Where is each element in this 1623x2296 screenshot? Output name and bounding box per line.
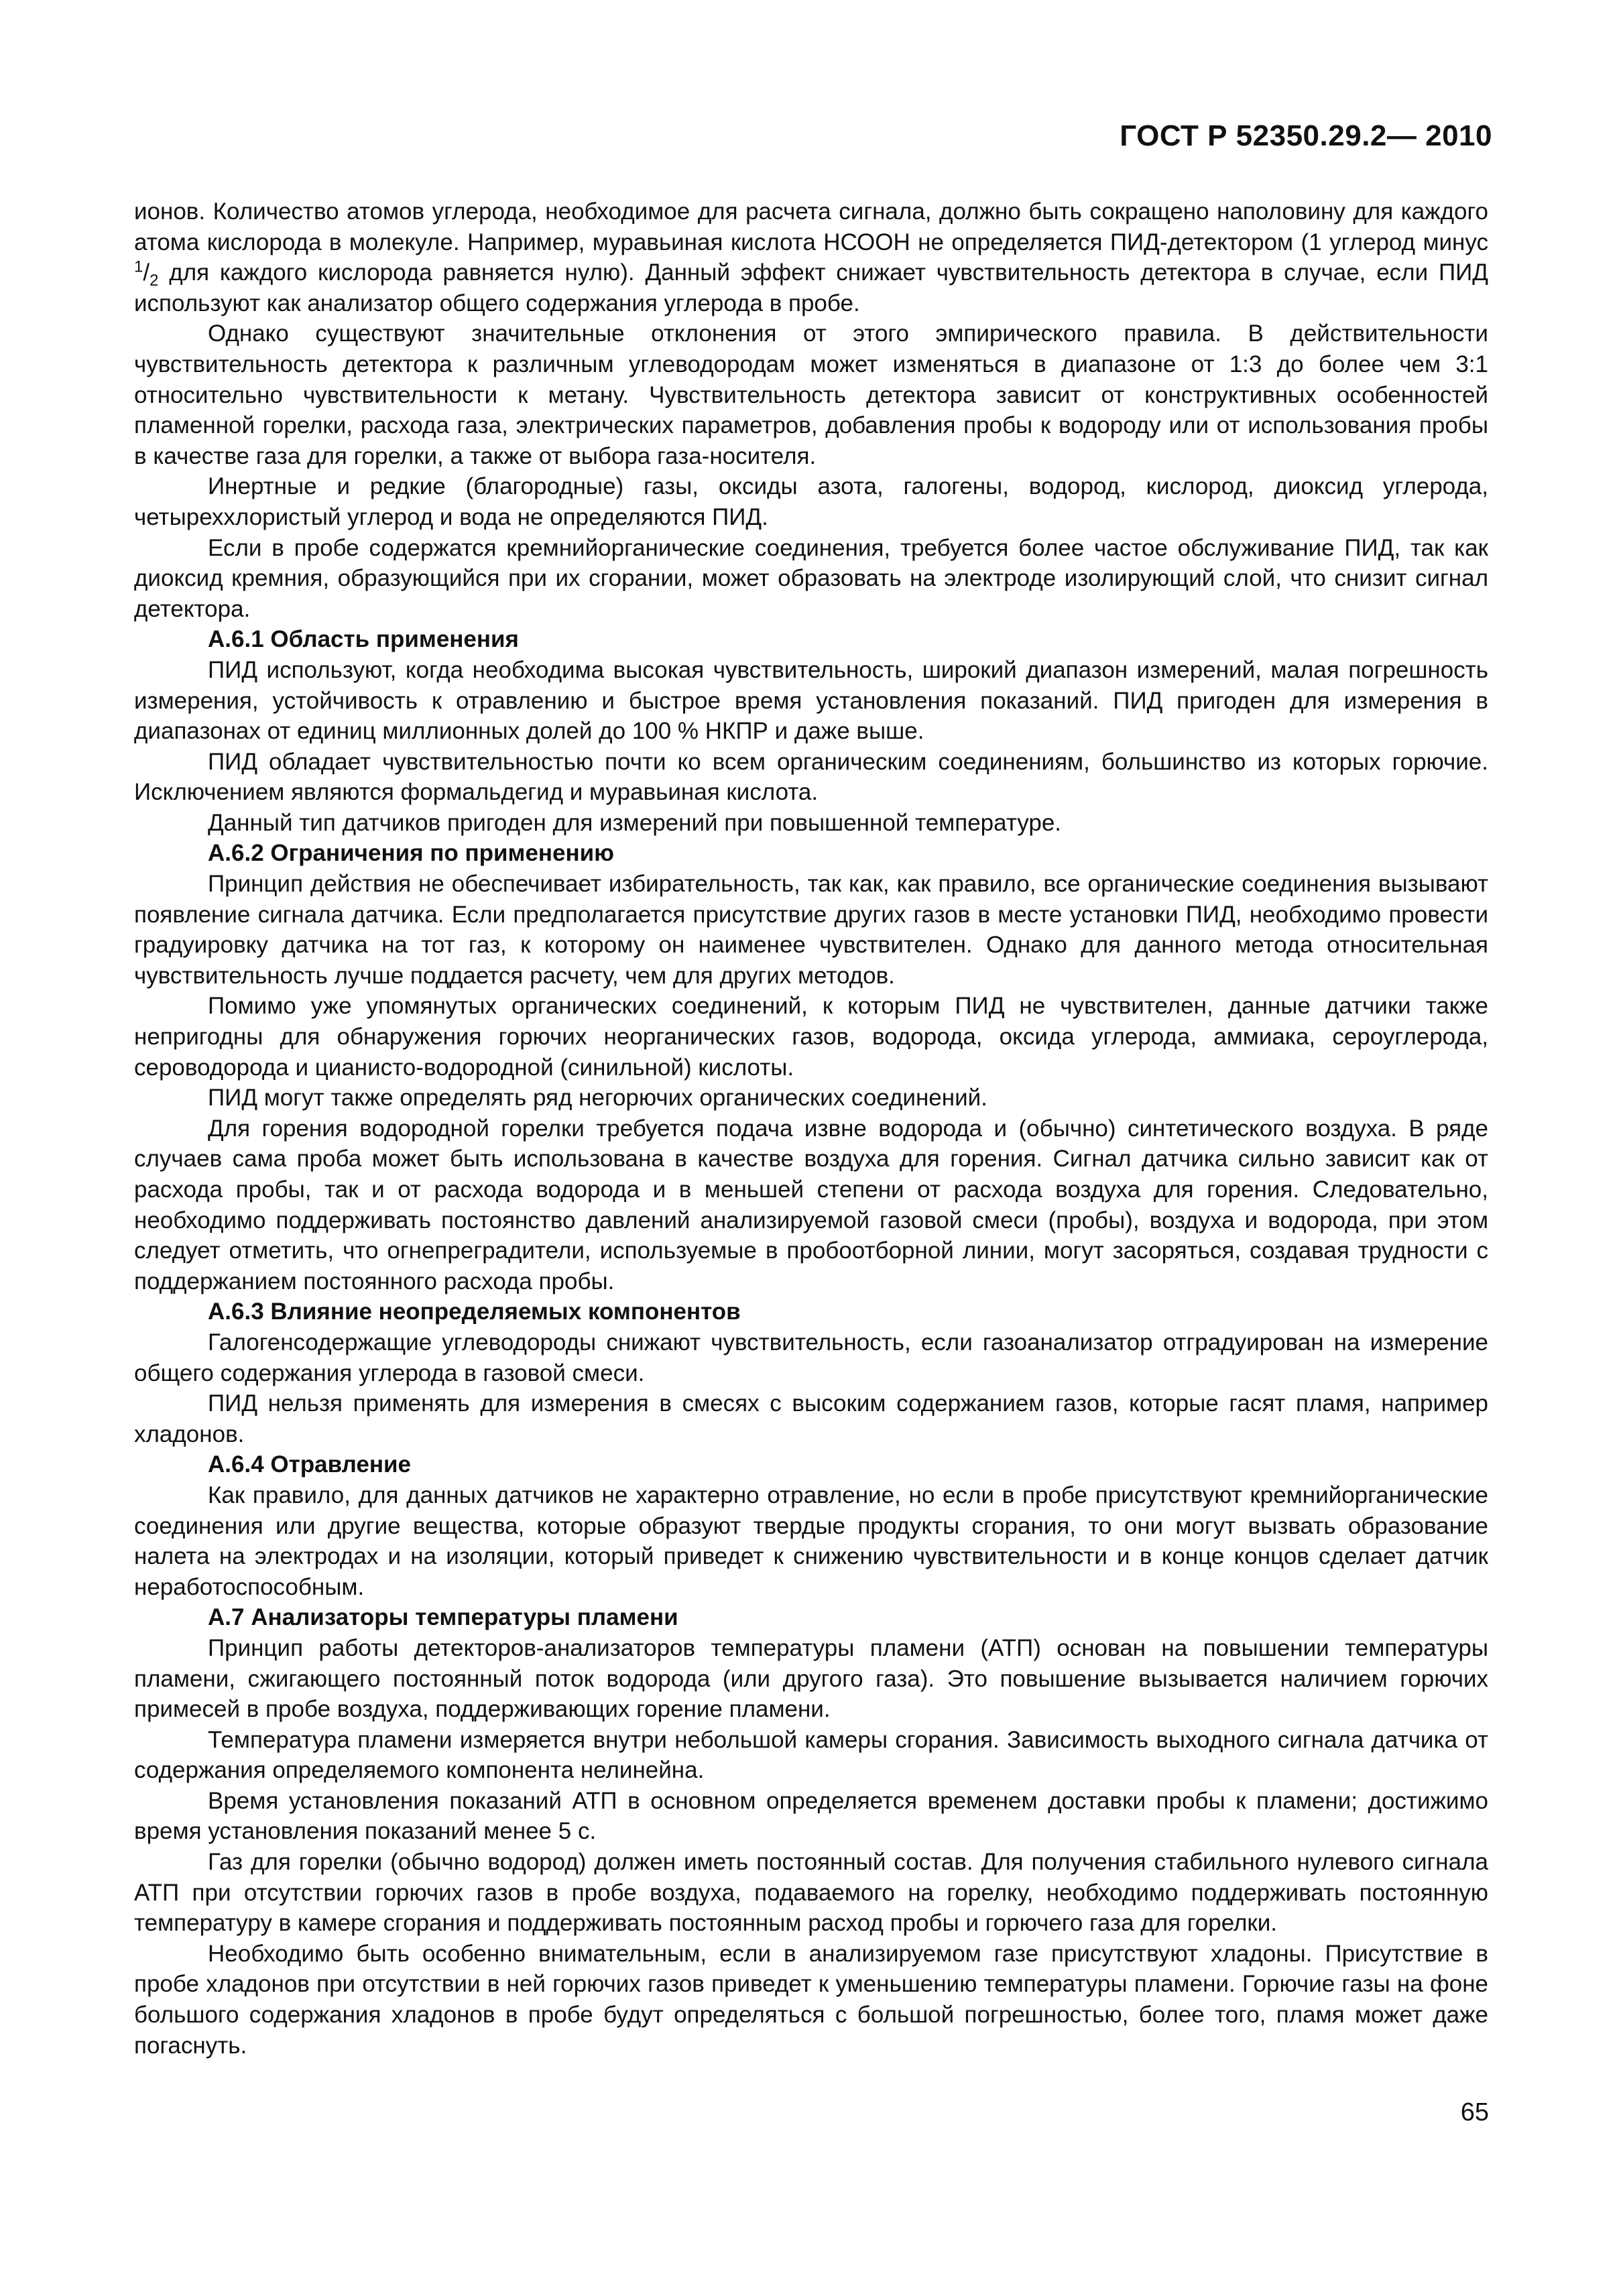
paragraph-continued <box>134 196 1488 318</box>
section-heading-a62: А.6.2 Ограничения по применению <box>208 840 615 867</box>
paragraph: Инертные и редкие (благородные) газы, оксиды азота, галогены, водород, кислород, диоксид углерода, четыреххлористый углерод и вода не определяются ПИД. <box>134 473 1488 530</box>
section-heading-a64: А.6.4 Отравление <box>208 1451 412 1478</box>
section-heading-a63: А.6.3 Влияние неопределяемых компонентов <box>208 1298 741 1325</box>
section-heading-a61: А.6.1 Область применения <box>208 626 519 653</box>
paragraph: Для горения водородной горелки требуется подача извне водорода и (обычно) синтетического воздуха. В ряде случаев сама проба может быть использована в качестве воздуха для горения. Сигнал датчика сильно зависит как от расхода пробы, так и от расхода водорода и в меньшей степени от расхода воздуха для горения. Следовательно, необходимо поддерживать постоянство давлений анализируемой газовой смеси (пробы), воздуха и водорода, при этом следует отметить, что огнепреградители, используемые в пробоотборной линии, могут засоряться, создавая трудности с поддержанием постоянного расхода пробы. <box>134 1115 1488 1294</box>
section-heading-a7: А.7 Анализаторы температуры пламени <box>208 1604 678 1631</box>
paragraph: Если в пробе содержатся кремнийорганические соединения, требуется более частое обслуживание ПИД, так как диоксид кремния, образующийся при их сгорании, может образовать на электроде изолирующий слой, что снизит сигнал детектора. <box>134 534 1488 622</box>
paragraph-text: для каждого кислорода равняется нулю). Данный эффект снижает чувствительность детектора в случае, если ПИД используют как анализатор общего содержания углерода в пробе. <box>134 259 1488 316</box>
paragraph: Газ для горелки (обычно водород) должен иметь постоянный состав. Для получения стабильного нулевого сигнала АТП при отсутствии горючих газов в пробе воздуха, подаваемого на горелку, необходимо поддерживать постоянную температуру в камере сгорания и поддерживать постоянным расход пробы и горючего газа для горелки. <box>134 1849 1488 1937</box>
paragraph: Необходимо быть особенно внимательным, если в анализируемом газе присутствуют хладоны. Присутствие в пробе хладонов при отсутствии в ней горючих газов приведет к уменьшению температуры пламени. Горючие газы на фоне большого содержания хладонов в пробе будут определяться с большой погрешностью, более того, пламя может даже погаснуть. <box>134 1940 1488 2059</box>
paragraph: Принцип работы детекторов-анализаторов температуры пламени (АТП) основан на повышении температуры пламени, сжигающего постоянный поток водорода (или другого газа). Это повышение вызывается наличием горючих примесей в пробе воздуха, поддерживающих горение пламени. <box>134 1634 1488 1723</box>
paragraph: ПИД могут также определять ряд негорючих органических соединений. <box>208 1085 987 1111</box>
paragraph: Однако существуют значительные отклонения от этого эмпирического правила. В действительности чувствительность детектора к различным углеводородам может изменяться в диапазоне от 1:3 до более чем 3:1 относительно чувствительности к метану. Чувствительность детектора зависит от конструктивных особенностей пламенной горелки, расхода газа, электрических параметров, добавления пробы к водороду или от использования пробы в качестве газа для горелки, а также от выбора газа-носителя. <box>134 320 1488 469</box>
paragraph: ПИД используют, когда необходима высокая чувствительность, широкий диапазон измерений, малая погрешность измерения, устойчивость к отравлению и быстрое время установления показаний. ПИД пригоден для измерения в диапазонах от единиц миллионных долей до 100 % НКПР и даже выше. <box>134 656 1488 745</box>
page-number: 65 <box>1460 2098 1489 2126</box>
paragraph-text: ионов. Количество атомов углерода, необходимое для расчета сигнала, должно быть сокращено наполовину для каждого атома кислорода в молекуле. Например, муравьиная кислота НСООН не определяется ПИД-детектором (1 углерод минус <box>134 198 1488 255</box>
paragraph: Данный тип датчиков пригоден для измерений при повышенной температуре. <box>208 809 1062 836</box>
paragraph: Помимо уже упомянутых органических соединений, к которым ПИД не чувствителен, данные датчики также непригодны для обнаружения горючих неорганических газов, водорода, оксида углерода, аммиака, сероуглерода, сероводорода и цианисто-водородной (синильной) кислоты. <box>134 993 1488 1081</box>
paragraph: Как правило, для данных датчиков не характерно отравление, но если в пробе присутствуют кремнийорганические соединения или другие вещества, которые образуют твердые продукты сгорания, то они могут вызвать образование налета на электродах и на изоляции, который приведет к снижению чувствительности и в конце концов сделает датчик неработоспособным. <box>134 1482 1488 1600</box>
document-body <box>134 196 1488 2061</box>
fraction-one-half: $^1/_2$ <box>134 257 159 290</box>
paragraph: ПИД нельзя применять для измерения в смесях с высоким содержанием газов, которые гасят пламя, например хладонов. <box>134 1390 1488 1447</box>
paragraph: Время установления показаний АТП в основном определяется временем доставки пробы к пламени; достижимо время установления показаний менее 5 с. <box>134 1787 1488 1845</box>
document-header: ГОСТ Р 52350.29.2— 2010 <box>1120 119 1492 152</box>
paragraph: Галогенсодержащие углеводороды снижают чувствительность, если газоанализатор отградуирован на измерение общего содержания углерода в газовой смеси. <box>134 1329 1488 1386</box>
paragraph: ПИД обладает чувствительностью почти ко всем органическим соединениям, большинство из которых горючие. Исключением являются формальдегид и муравьиная кислота. <box>134 748 1488 806</box>
paragraph: Температура пламени измеряется внутри небольшой камеры сгорания. Зависимость выходного сигнала датчика от содержания определяемого компонента нелинейна. <box>134 1726 1488 1784</box>
paragraph: Принцип действия не обеспечивает избирательность, так как, как правило, все органические соединения вызывают появление сигнала датчика. Если предполагается присутствие других газов в месте установки ПИД, необходимо провести градуировку датчика на тот газ, к которому он наименее чувствителен. Однако для данного метода относительная чувствительность лучше поддается расчету, чем для других методов. <box>134 871 1488 989</box>
